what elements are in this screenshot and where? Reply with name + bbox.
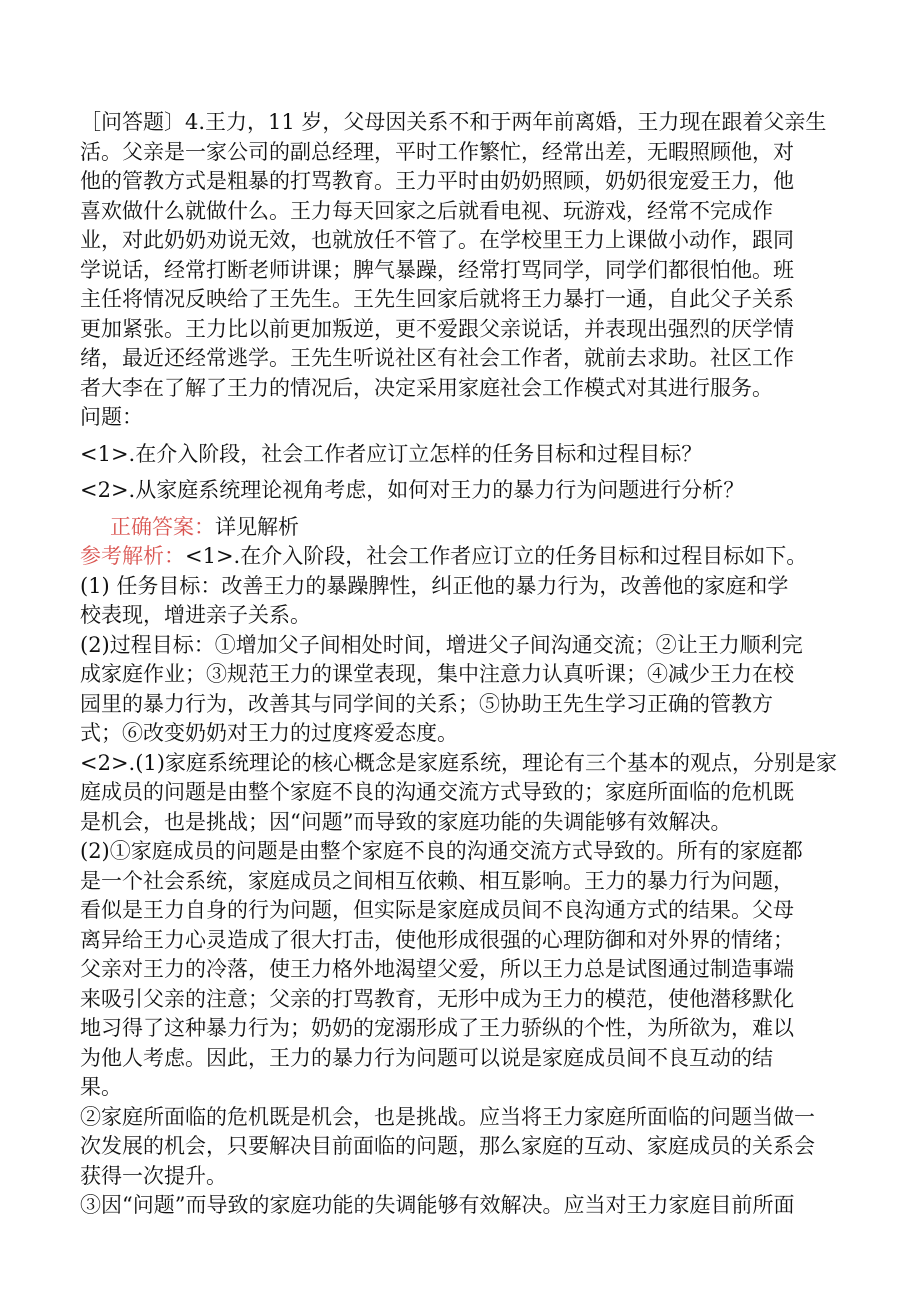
question-line: ［问答题〕4.王力，11 岁，父母因关系不和于两年前离婚，王力现在跟着父亲生	[80, 110, 827, 134]
question-block	[80, 108, 840, 506]
analysis-line: (2)过程目标：①增加父子间相处时间，增进父子间沟通交流；②让王力顺利完	[80, 632, 803, 657]
analysis-line: ②家庭所面临的危机既是机会，也是挑战。应当将王力家庭所面临的问题当做一	[80, 1104, 815, 1129]
correct-answer-value: 详见解析	[215, 514, 299, 539]
analysis-line: 庭成员的问题是由整个家庭不良的沟通交流方式导致的；家庭所面临的危机既	[80, 780, 794, 804]
question-line: 绪，最近还经常逃学。王先生听说社区有社会工作者，就前去求助。社区工作	[80, 346, 794, 370]
document-page	[80, 108, 840, 1221]
analysis-line: 成家庭作业；③规范王力的课堂表现，集中注意力认真听课；④减少王力在校	[80, 662, 794, 686]
analysis-line: 是一个社会系统，家庭成员之间相互依赖、相互影响。王力的暴力行为问题，	[80, 868, 794, 893]
analysis-block	[80, 542, 840, 1221]
correct-answer-row	[80, 513, 840, 543]
analysis-line: 次发展的机会，只要解决目前面临的问题，那么家庭的互动、家庭成员的关系会	[80, 1134, 815, 1158]
analysis-line: 果。	[80, 1075, 122, 1099]
analysis-line: 获得一次提升。	[80, 1163, 227, 1188]
analysis-line: 园里的暴力行为，改善其与同学间的关系；⑤协助王先生学习正确的管教方	[80, 691, 773, 716]
sub-question-1: <1>.在介入阶段，社会工作者应订立怎样的任务目标和过程目标？	[80, 441, 703, 466]
question-line: 学说话，经常打断老师讲课；脾气暴躁，经常打骂同学，同学们都很怕他。班	[80, 257, 794, 282]
analysis-line: 来吸引父亲的注意；父亲的打骂教育，无形中成为王力的模范，使他潜移默化	[80, 986, 794, 1011]
sub-question-2: <2>.从家庭系统理论视角考虑，如何对王力的暴力行为问题进行分析？	[80, 478, 745, 502]
analysis-line: 地习得了这种暴力行为；奶奶的宠溺形成了王力骄纵的个性，为所欲为，难以	[80, 1016, 794, 1040]
analysis-line: 校表现，增进亲子关系。	[80, 603, 311, 627]
question-line: 他的管教方式是粗暴的打骂教育。王力平时由奶奶照顾，奶奶很宠爱王力，他	[80, 169, 794, 193]
analysis-line: 是机会，也是挑战；因“问题”而导致的家庭功能的失调能够有效解决。	[80, 809, 732, 834]
analysis-line: (2)①家庭成员的问题是由整个家庭不良的沟通交流方式导致的。所有的家庭都	[80, 839, 803, 863]
analysis-label: 参考解析：	[80, 544, 185, 568]
analysis-text: <1>.在介入阶段，社会工作者应订立的任务目标和过程目标如下。	[185, 544, 808, 568]
analysis-line: ③因“问题”而导致的家庭功能的失调能够有效解决。应当对王力家庭目前所面	[80, 1193, 795, 1217]
question-line: 更加紧张。王力比以前更加叛逆，更不爱跟父亲说话，并表现出强烈的厌学情	[80, 316, 794, 341]
question-line: 业，对此奶奶劝说无效，也就放任不管了。在学校里王力上课做小动作，跟同	[80, 228, 794, 252]
analysis-line: 离异给王力心灵造成了很大打击，使他形成很强的心理防御和对外界的情绪；	[80, 927, 794, 952]
question-line: 喜欢做什么就做什么。王力每天回家之后就看电视、玩游戏，经常不完成作	[80, 198, 773, 223]
analysis-line: <2>.(1)家庭系统理论的核心概念是家庭系统，理论有三个基本的观点，分别是家	[80, 750, 837, 775]
analysis-line: 式；⑥改变奶奶对王力的过度疼爱态度。	[80, 721, 458, 745]
question-line: 主任将情况反映给了王先生。王先生回家后就将王力暴打一通，自此父子关系	[80, 287, 794, 311]
question-line: 活。父亲是一家公司的副总经理，平时工作繁忙，经常出差，无暇照顾他，对	[80, 139, 794, 164]
question-line: 者大李在了解了王力的情况后，决定采用家庭社会工作模式对其进行服务。	[80, 375, 773, 400]
analysis-first-line	[80, 542, 840, 572]
analysis-line: 为他人考虑。因此，王力的暴力行为问题可以说是家庭成员间不良互动的结	[80, 1045, 773, 1070]
correct-answer-label: 正确答案：	[110, 514, 215, 539]
question-prompt-label: 问题：	[80, 405, 143, 429]
analysis-line: (1) 任务目标：改善王力的暴躁脾性，纠正他的暴力行为，改善他的家庭和学	[80, 573, 789, 598]
analysis-line: 父亲对王力的冷落，使王力格外地渴望父爱，所以王力总是试图通过制造事端	[80, 957, 794, 981]
analysis-line: 看似是王力自身的行为问题，但实际是家庭成员间不良沟通方式的结果。父母	[80, 898, 794, 922]
